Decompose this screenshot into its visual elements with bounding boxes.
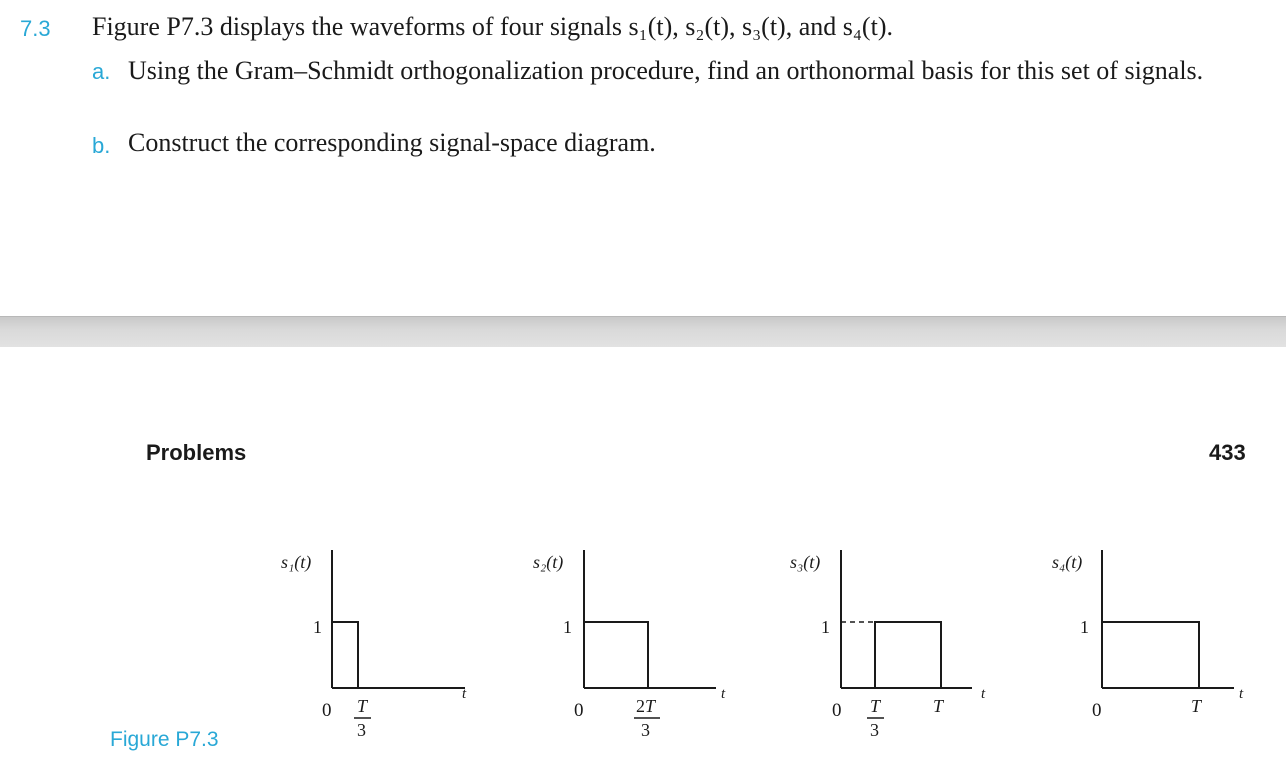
origin-label-s2: 0 — [574, 700, 584, 721]
amplitude-label-s4: 1 — [1080, 617, 1089, 637]
pulse-s4 — [1102, 622, 1199, 688]
waveform-panel-s3 — [841, 550, 972, 688]
waveform-panel-s1 — [332, 550, 465, 688]
amplitude-label-s3: 1 — [821, 617, 830, 637]
tick-T-numerator-s3: T — [870, 696, 881, 716]
part-a-text: Using the Gram–Schmidt orthogonalization procedure, find an orthonormal basis for this set of signals. — [128, 56, 1204, 85]
ylabel-s2: s₂(t) — [533, 552, 564, 572]
tick-3-denominator-s3: 3 — [870, 720, 879, 740]
part-b-text: Construct the corresponding signal-space diagram. — [128, 128, 656, 157]
tick-2T-numerator-s2: 2T — [636, 696, 656, 716]
part-b-letter: b. — [92, 133, 111, 158]
part-a-letter: a. — [92, 59, 111, 84]
ylabel-s4: s₄(t) — [1052, 552, 1083, 572]
tick-3-denominator-s2: 3 — [641, 720, 650, 740]
page-break-divider — [0, 316, 1286, 347]
problem-stem: Figure P7.3 displays the waveforms of four signals s₁(t), s₂(t), s₃(t), and s₄(t). — [92, 12, 893, 41]
pulse-s1 — [332, 622, 358, 688]
pulse-s3 — [875, 622, 941, 688]
x-var-label-s1: t — [462, 686, 467, 702]
problem-number: 7.3 — [20, 16, 51, 41]
tick-3-denominator-s1: 3 — [357, 720, 366, 740]
waveform-panel-s2 — [584, 550, 716, 688]
pulse-s2 — [584, 622, 648, 688]
x-var-label-s3: t — [981, 686, 986, 702]
page-number: 433 — [1209, 440, 1246, 465]
x-var-label-s2: t — [721, 686, 726, 702]
ylabel-s3: s₃(t) — [790, 552, 821, 572]
tick-T-s3: T — [933, 696, 944, 716]
tick-T-numerator-s1: T — [357, 696, 368, 716]
origin-label-s4: 0 — [1092, 700, 1102, 721]
origin-label-s1: 0 — [322, 700, 332, 721]
figure-p7-3 — [0, 540, 1286, 740]
origin-label-s3: 0 — [832, 700, 842, 721]
waveform-panel-s4 — [1102, 550, 1234, 688]
running-head: Problems — [146, 440, 247, 465]
figure-caption: Figure P7.3 — [110, 728, 219, 751]
amplitude-label-s1: 1 — [313, 617, 322, 637]
x-var-label-s4: t — [1239, 686, 1244, 702]
tick-T-s4: T — [1191, 696, 1202, 716]
ylabel-s1: s₁(t) — [281, 552, 312, 572]
amplitude-label-s2: 1 — [563, 617, 572, 637]
